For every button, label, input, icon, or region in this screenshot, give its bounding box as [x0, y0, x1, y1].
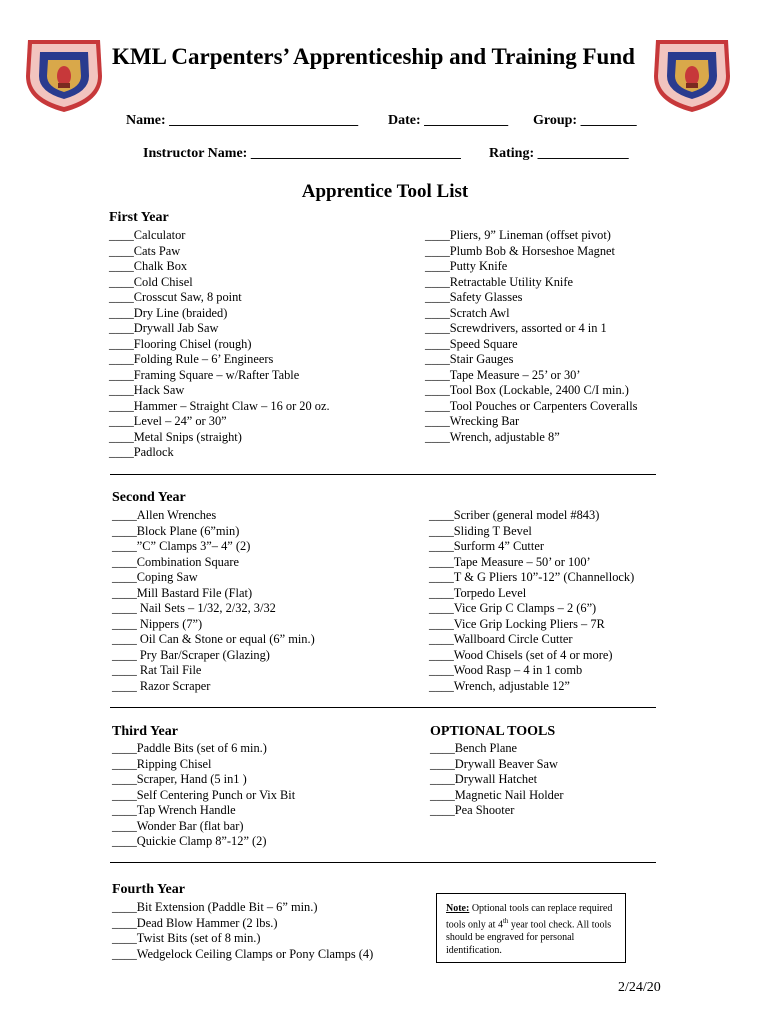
- name-field[interactable]: Name: ___________________________: [126, 113, 359, 128]
- tool-item: ____Dry Line (braided): [109, 305, 228, 320]
- third-year-list: [112, 741, 295, 850]
- tool-list-title: Apprentice Tool List: [301, 181, 469, 202]
- second-year-left-list: [112, 508, 315, 694]
- tool-item: ____Tool Pouches or Carpenters Coveralls: [425, 398, 638, 413]
- tool-item: ____Retractable Utility Knife: [425, 274, 573, 289]
- tool-item: ____ Nippers (7”): [112, 616, 203, 631]
- tool-item: ____Vice Grip Locking Pliers – 7R: [429, 616, 605, 631]
- group-field[interactable]: Group: ________: [533, 113, 637, 128]
- tool-item: ____Wonder Bar (flat bar): [112, 818, 244, 833]
- tool-item: ____Bench Plane: [430, 741, 518, 755]
- optional-tools-heading: OPTIONAL TOOLS: [430, 724, 556, 739]
- note-superscript: th: [502, 917, 509, 925]
- section-divider: [110, 474, 656, 475]
- tool-item: ____Stair Gauges: [425, 352, 514, 366]
- tool-item: ____Wrench, adjustable 12”: [429, 678, 570, 693]
- tool-item: ____Tool Box (Lockable, 2400 C/I min.): [425, 383, 629, 397]
- tool-item: ____Scraper, Hand (5 in1 ): [112, 772, 247, 786]
- tool-item: ____Hack Saw: [109, 383, 185, 397]
- tool-item: ____Framing Square – w/Rafter Table: [109, 367, 300, 382]
- tool-item: ____Drywall Beaver Saw: [430, 756, 559, 771]
- tool-item: ____Cats Paw: [109, 243, 181, 258]
- note-text-a: Optional tools can replace required tools only at 4: [446, 903, 613, 931]
- tool-item: ____Tape Measure – 25’ or 30’: [425, 367, 581, 382]
- tool-item: ____Paddle Bits (set of 6 min.): [112, 741, 267, 755]
- tool-item: ____Wedgelock Ceiling Clamps or Pony Clamps (4): [112, 946, 374, 961]
- tool-item: ____”C” Clamps 3”– 4” (2): [112, 539, 251, 553]
- tool-item: ____Drywall Hatchet: [430, 772, 538, 786]
- tool-item: ____T & G Pliers 10”-12” (Channellock): [429, 570, 635, 584]
- union-seal-logo-left: [22, 36, 106, 114]
- tool-item: ____ Nail Sets – 1/32, 2/32, 3/32: [112, 601, 276, 615]
- tool-item: ____Safety Glasses: [425, 290, 523, 304]
- tool-item: ____Sliding T Bevel: [429, 523, 532, 538]
- tool-item: ____Folding Rule – 6’ Engineers: [109, 352, 274, 366]
- tool-item: ____Wood Chisels (set of 4 or more): [429, 647, 613, 662]
- tool-item: ____ Rat Tail File: [112, 663, 202, 677]
- tool-item: ____Metal Snips (straight): [109, 429, 242, 444]
- tool-item: ____Dead Blow Hammer (2 lbs.): [112, 915, 278, 930]
- section-divider: [110, 707, 656, 708]
- revision-date: 2/24/20: [618, 980, 661, 995]
- note-label: Note:: [446, 903, 470, 914]
- optional-tools-list: [430, 741, 564, 819]
- tool-item: ____Block Plane (6”min): [112, 523, 240, 538]
- tool-item: ____Scriber (general model #843): [429, 508, 600, 522]
- tool-item: ____ Oil Can & Stone or equal (6” min.): [112, 632, 315, 646]
- document-title: KML Carpenters’ Apprenticeship and Training Fund: [112, 44, 635, 69]
- tool-item: ____Vice Grip C Clamps – 2 (6”): [429, 601, 597, 615]
- tool-item: ____Scratch Awl: [425, 305, 510, 320]
- tool-item: ____Drywall Jab Saw: [109, 321, 219, 335]
- tool-item: ____Tape Measure – 50’ or 100’: [429, 554, 591, 569]
- tool-item: ____Cold Chisel: [109, 274, 193, 289]
- tool-item: ____Putty Knife: [425, 259, 508, 273]
- section-divider: [110, 862, 656, 863]
- tool-item: ____Wrench, adjustable 8”: [425, 429, 560, 444]
- fourth-year-list: [112, 900, 373, 962]
- tool-item: ____Combination Square: [112, 554, 239, 569]
- tool-item: ____Twist Bits (set of 8 min.): [112, 931, 261, 945]
- second-year-right-list: [429, 508, 634, 694]
- note-text-b: year tool check. All tools should be engraved for personal identification.: [446, 919, 612, 957]
- union-seal-logo-right: [650, 36, 734, 114]
- first-year-right-list: [425, 228, 638, 445]
- tool-item: ____Pliers, 9” Lineman (offset pivot): [425, 228, 611, 242]
- tool-item: ____Wallboard Circle Cutter: [429, 632, 573, 646]
- tool-item: ____Coping Saw: [112, 570, 198, 584]
- tool-item: ____Level – 24” or 30”: [109, 414, 227, 428]
- tool-item: ____Speed Square: [425, 336, 518, 351]
- third-year-heading: Third Year: [112, 724, 178, 739]
- rating-field[interactable]: Rating: _____________: [489, 146, 629, 161]
- tool-item: ____Tap Wrench Handle: [112, 803, 236, 817]
- tool-item: ____Calculator: [109, 228, 186, 242]
- tool-item: ____Allen Wrenches: [112, 508, 217, 522]
- optional-tools-note: [436, 893, 626, 963]
- tool-item: ____Bit Extension (Paddle Bit – 6” min.): [112, 900, 318, 914]
- second-year-heading: Second Year: [112, 490, 186, 505]
- tool-item: ____Screwdrivers, assorted or 4 in 1: [425, 321, 607, 335]
- tool-item: ____Quickie Clamp 8”-12” (2): [112, 834, 267, 848]
- first-year-left-list: [109, 228, 330, 461]
- tool-item: ____Self Centering Punch or Vix Bit: [112, 787, 296, 802]
- tool-item: ____Plumb Bob & Horseshoe Magnet: [425, 243, 615, 258]
- fourth-year-heading: Fourth Year: [112, 882, 185, 897]
- tool-item: ____Hammer – Straight Claw – 16 or 20 oz.: [109, 398, 330, 413]
- tool-item: ____Padlock: [109, 445, 174, 459]
- tool-item: ____Ripping Chisel: [112, 756, 212, 771]
- tool-item: ____Torpedo Level: [429, 585, 527, 600]
- tool-item: ____ Pry Bar/Scraper (Glazing): [112, 647, 270, 662]
- tool-item: ____ Razor Scraper: [112, 678, 211, 693]
- first-year-heading: First Year: [109, 210, 169, 225]
- tool-item: ____Chalk Box: [109, 259, 188, 273]
- tool-item: ____Mill Bastard File (Flat): [112, 585, 253, 600]
- tool-item: ____Wood Rasp – 4 in 1 comb: [429, 663, 583, 677]
- tool-item: ____Crosscut Saw, 8 point: [109, 290, 242, 304]
- tool-item: ____Flooring Chisel (rough): [109, 336, 252, 351]
- tool-item: ____Pea Shooter: [430, 803, 515, 817]
- instructor-name-field[interactable]: Instructor Name: ______________________________: [143, 146, 461, 161]
- date-field[interactable]: Date: ____________: [388, 113, 509, 128]
- tool-item: ____Magnetic Nail Holder: [430, 787, 564, 802]
- tool-item: ____Wrecking Bar: [425, 414, 520, 428]
- tool-item: ____Surform 4” Cutter: [429, 539, 544, 553]
